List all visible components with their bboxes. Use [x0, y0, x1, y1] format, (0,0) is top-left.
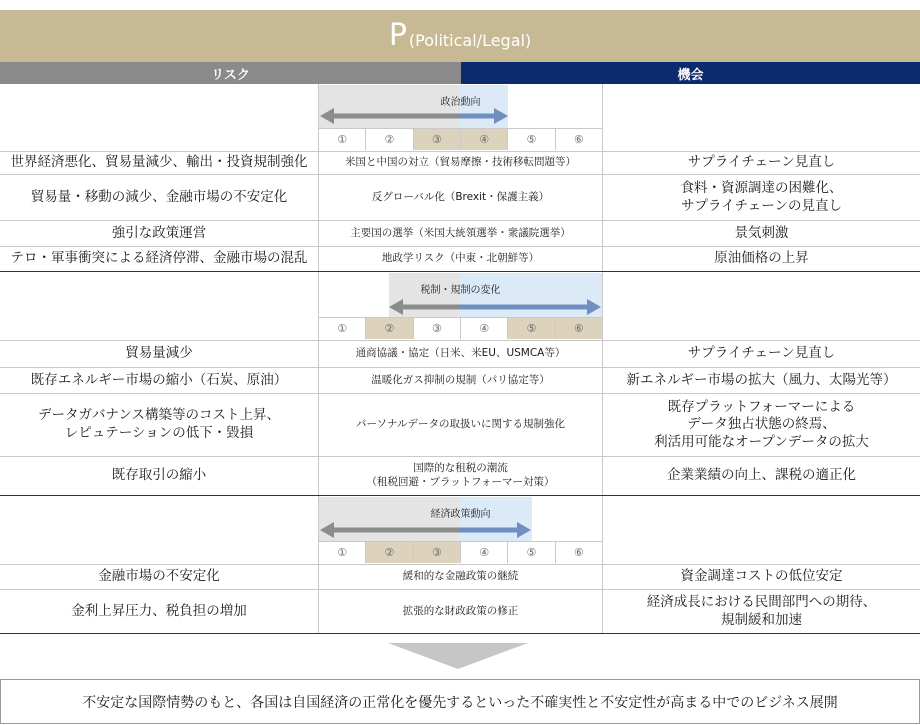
section3-scale-2: ② — [365, 542, 412, 563]
row-divider — [0, 456, 920, 457]
risk-cell: テロ・軍事衝突による経済停滞、金融市場の混乱 — [10, 250, 308, 267]
section-divider — [0, 495, 920, 496]
section1-scale — [319, 128, 602, 150]
row-divider — [0, 246, 920, 247]
row-divider — [0, 220, 920, 221]
driver-cell: 通商協議・協定（日米、米EU、USMCA等） — [355, 346, 566, 359]
section-divider — [0, 271, 920, 272]
section3-arrow — [319, 520, 602, 540]
conclusion-box: 不安定な国際情勢のもと、各国は自国経済の正常化を優先するといった不確実性と不安定性が高まる中でのビジネス展開 — [0, 679, 920, 724]
down-arrow-icon — [388, 643, 528, 671]
section2-scale-1: ① — [337, 322, 348, 335]
section2-scale-6: ⑥ — [555, 318, 602, 339]
section2-scale-5: ⑤ — [507, 318, 554, 339]
risk-cell: データガバナンス構築等のコスト上昇、 レピュテーションの低下・毀損 — [38, 407, 280, 441]
section3-scale-6: ⑥ — [555, 542, 602, 563]
table-bottom-border — [0, 633, 920, 634]
risk-cell: 金融市場の不安定化 — [98, 567, 220, 584]
opportunity-cell: 食料・資源調達の困難化、 サプライチェーンの見直し — [680, 179, 843, 214]
section3-scale-3: ③ — [413, 542, 460, 563]
opportunity-cell: サプライチェーン見直し — [687, 153, 836, 170]
risk-cell: 既存エネルギー市場の縮小（石炭、原油） — [30, 371, 288, 388]
driver-cell: 主要国の選挙（米国大統領選挙・衆議院選挙） — [350, 226, 571, 239]
risk-cell: 貿易量・移動の減少、金融市場の不安定化 — [30, 188, 288, 205]
opportunity-cell: 新エネルギー市場の拡大（風力、太陽光等） — [626, 371, 897, 388]
column-divider-left — [318, 84, 319, 634]
section3-arrow-left-head — [320, 522, 334, 538]
section2-arrow — [319, 297, 602, 317]
section3-scale-4: ④ — [460, 542, 507, 563]
section2-scale — [319, 317, 602, 339]
section1-arrow-left-head — [320, 108, 334, 124]
section3-arrow-right-head — [517, 522, 531, 538]
driver-cell: 拡張的な財政政策の修正 — [402, 604, 519, 617]
opportunity-cell: 既存プラットフォーマーによる データ独占状態の終焉、 利活用可能なオープンデータの拡大 — [654, 398, 869, 450]
driver-cell: パーソナルデータの取扱いに関する規制強化 — [355, 418, 566, 431]
opportunity-cell: 経済成長における民間部門への期待、 規制緩和加速 — [646, 593, 877, 628]
driver-cell: 緩和的な金融政策の継続 — [402, 569, 519, 582]
section2-arrow-left-head — [389, 299, 403, 315]
title-sub: (Political/Legal) — [408, 30, 532, 50]
risk-cell: 貿易量減少 — [125, 344, 193, 361]
opportunity-cell: 原油価格の上昇 — [714, 250, 809, 267]
driver-cell: 反グローバル化（Brexit・保護主義） — [371, 190, 550, 203]
risk-header: リスク — [0, 62, 461, 84]
driver-cell: 地政学リスク（中東・北朝鮮等） — [381, 252, 540, 265]
opportunity-cell: 景気刺激 — [734, 224, 789, 241]
row-divider — [0, 174, 920, 175]
driver-cell: 米国と中国の対立（貿易摩擦・技術移転問題等） — [345, 155, 576, 168]
section1-scale-6: ⑥ — [555, 129, 602, 150]
risk-cell: 世界経済悪化、貿易量減少、輸出・投資規制強化 — [10, 153, 308, 170]
section3-scale-1: ① — [337, 546, 348, 559]
section2-scale-2: ② — [365, 318, 412, 339]
row-divider — [0, 393, 920, 394]
section2-scale-3: ③ — [413, 318, 460, 339]
opportunity-header: 機会 — [461, 62, 920, 84]
opportunity-cell: サプライチェーン見直し — [687, 344, 836, 361]
row-divider — [0, 151, 920, 152]
section1-arrow-right-head — [494, 108, 508, 124]
section3-scale-5: ⑤ — [507, 542, 554, 563]
section2-scale-4: ④ — [460, 318, 507, 339]
row-divider — [0, 589, 920, 590]
row-divider — [0, 367, 920, 368]
title-main: P — [388, 18, 407, 53]
section1-label: 政治動向 — [440, 97, 481, 108]
title-bar — [0, 10, 920, 62]
risk-cell: 既存取引の縮小 — [111, 467, 207, 484]
section1-scale-4: ④ — [460, 129, 507, 150]
section2-label: 税制・規制の変化 — [420, 285, 501, 296]
column-divider-right — [602, 84, 603, 634]
section3-label: 経済政策動向 — [430, 509, 491, 520]
section2-arrow-right-head — [587, 299, 601, 315]
section3-scale — [319, 541, 602, 563]
driver-cell: 国際的な租税の潮流 （租税回避・プラットフォーマー対策） — [366, 462, 555, 488]
driver-cell: 温暖化ガス抑制の規制（パリ協定等） — [371, 373, 550, 386]
section1-scale-5: ⑤ — [507, 129, 554, 150]
section1-arrow — [319, 106, 602, 126]
opportunity-cell: 企業業績の向上、課税の適正化 — [667, 467, 856, 484]
opportunity-cell: 資金調達コストの低位安定 — [680, 567, 843, 584]
row-divider — [0, 564, 920, 565]
section1-scale-3: ③ — [413, 129, 460, 150]
row-divider — [0, 340, 920, 341]
risk-cell: 金利上昇圧力、税負担の増加 — [71, 602, 247, 619]
section1-scale-1: ① — [337, 133, 348, 146]
risk-cell: 強引な政策運営 — [111, 224, 207, 241]
section1-scale-2: ② — [365, 129, 412, 150]
